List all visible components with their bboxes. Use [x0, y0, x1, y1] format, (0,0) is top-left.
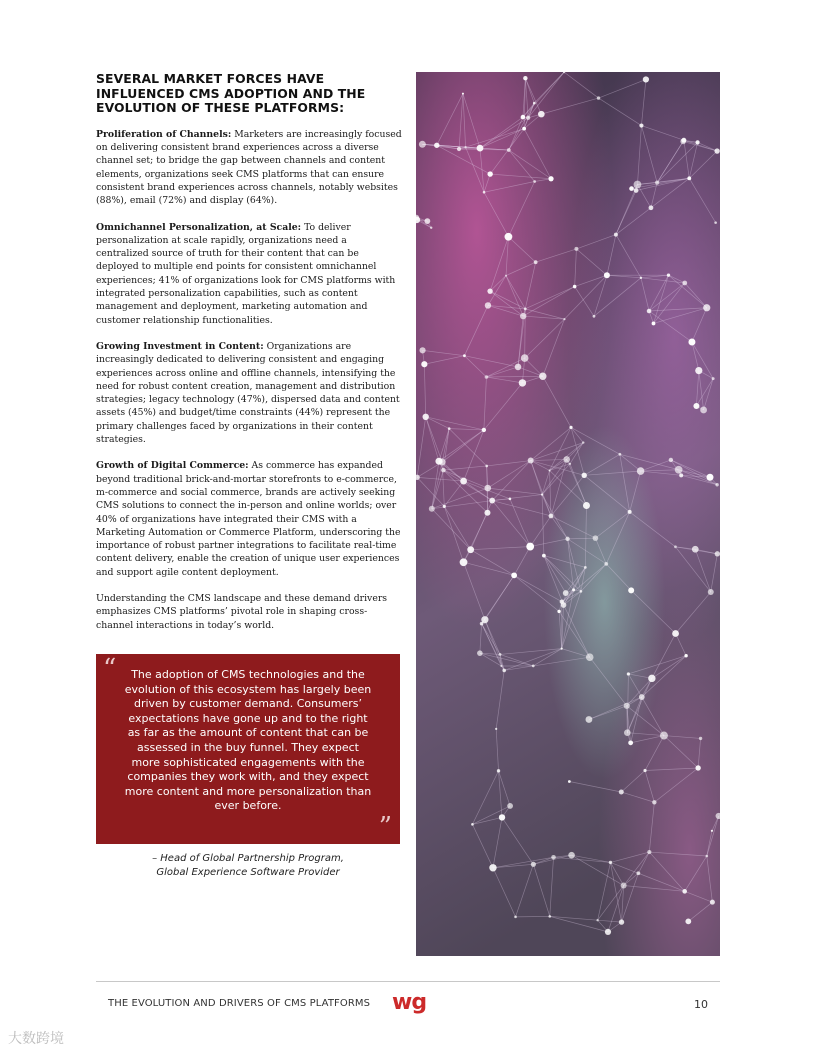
network-node — [487, 288, 492, 293]
page-number: 10 — [694, 998, 708, 1011]
network-node — [675, 466, 683, 474]
network-node — [484, 510, 490, 516]
attribution-company: Global Experience Software Provider — [156, 866, 340, 878]
network-node — [684, 654, 687, 657]
paragraph-lead: Growth of Digital Commerce: — [96, 460, 249, 472]
network-node — [628, 587, 634, 593]
closing-paragraph: Understanding the CMS landscape and these demand drivers emphasizes CMS platforms’ pivotal role in shaping cross-channel interactions in today’s world. — [96, 592, 388, 631]
network-node — [569, 463, 571, 465]
network-node — [477, 650, 483, 656]
network-node — [563, 590, 569, 596]
network-node — [640, 277, 642, 279]
network-node — [421, 361, 427, 367]
network-node — [526, 116, 530, 120]
network-node — [521, 354, 529, 362]
network-node — [542, 554, 546, 558]
network-node — [500, 665, 502, 667]
network-node — [430, 227, 432, 229]
network-node — [667, 273, 670, 276]
network-node — [669, 458, 673, 462]
network-node — [485, 302, 491, 308]
footer-title: THE EVOLUTION AND DRIVERS OF CMS PLATFORMS — [108, 998, 371, 1009]
network-node — [643, 769, 646, 772]
network-node — [489, 498, 495, 504]
network-node — [439, 459, 446, 466]
network-node — [714, 148, 719, 153]
network-node — [572, 588, 575, 591]
quote-attribution — [96, 852, 400, 879]
network-node — [485, 465, 488, 468]
section-heading: SEVERAL MARKET FORCES HAVE INFLUENCED CMS ADOPTION AND THE EVOLUTION OF THESE PLATFORMS: — [96, 71, 366, 116]
attribution-role: – Head of Global Partnership Program, — [152, 853, 344, 864]
network-node — [563, 456, 570, 463]
network-node — [593, 535, 599, 541]
network-node — [499, 814, 505, 820]
network-node — [621, 883, 627, 889]
network-node — [505, 275, 507, 277]
paragraph-lead: Omnichannel Personalization, at Scale: — [96, 221, 302, 233]
network-node — [568, 780, 571, 783]
network-node — [582, 473, 587, 478]
network-node — [531, 862, 536, 867]
network-node — [693, 403, 699, 409]
network-node — [681, 138, 686, 143]
network-node — [706, 474, 713, 481]
network-node — [520, 313, 526, 319]
network-node — [715, 551, 720, 556]
network-node — [419, 347, 425, 353]
network-node — [580, 590, 583, 593]
network-node — [636, 871, 640, 875]
footer-divider — [96, 981, 720, 982]
network-node — [614, 233, 618, 237]
network-node — [619, 919, 624, 924]
network-node — [561, 648, 563, 650]
network-node — [569, 426, 572, 429]
network-node — [703, 304, 710, 311]
network-node — [652, 800, 656, 804]
network-node — [511, 572, 517, 578]
network-node — [618, 453, 621, 456]
network-node — [495, 728, 497, 730]
network-node — [551, 855, 556, 860]
network-node — [708, 589, 714, 595]
network-node — [682, 889, 687, 894]
network-node — [532, 665, 535, 668]
network-node — [507, 148, 511, 152]
network-node — [624, 729, 631, 736]
network-node — [548, 176, 553, 181]
network-node — [628, 740, 633, 745]
network-node — [483, 191, 486, 194]
network-node — [627, 672, 630, 675]
network-node — [583, 502, 590, 509]
pull-quote-box — [96, 654, 400, 844]
network-node — [502, 669, 506, 673]
network-node — [429, 506, 435, 512]
pull-quote-text: The adoption of CMS technologies and the evolution of this ecosystem has largely been driven by customer demand. Consumers’ expectations have gone up and to the right as far as the amount of content that can be assessed in the buy funnel. They expect more sophisticated engagements with the companies they work with, and they expect more content and more personalization than ever before. — [124, 668, 372, 813]
network-node — [586, 716, 593, 723]
network-node — [499, 653, 502, 656]
network-node — [533, 180, 536, 183]
network-node — [485, 375, 489, 379]
network-node — [679, 473, 683, 477]
network-node — [597, 96, 600, 99]
network-node — [507, 803, 513, 809]
network-node — [634, 181, 642, 189]
network-node — [628, 510, 632, 514]
network-node — [605, 929, 611, 935]
network-node — [434, 143, 439, 148]
network-node — [711, 830, 713, 832]
network-node — [649, 205, 654, 210]
network-node — [609, 861, 612, 864]
network-node — [695, 140, 699, 144]
network-node — [647, 309, 652, 314]
network-node — [515, 364, 522, 371]
network-node — [463, 354, 466, 357]
paragraph-channels — [96, 128, 402, 208]
network-node — [648, 675, 655, 682]
network-node — [672, 630, 679, 637]
network-node — [549, 469, 551, 471]
network-node — [484, 485, 491, 492]
paragraph-lead: Growing Investment in Content: — [96, 340, 264, 352]
network-node — [528, 458, 534, 464]
network-node — [534, 260, 538, 264]
network-node — [699, 737, 702, 740]
network-node — [604, 272, 610, 278]
network-node — [712, 377, 715, 380]
network-node — [643, 76, 649, 82]
network-node — [533, 102, 536, 105]
network-node — [715, 483, 718, 486]
network-node — [560, 599, 564, 603]
close-quote-icon: ” — [378, 812, 392, 842]
network-node — [541, 493, 543, 495]
network-node — [509, 498, 512, 501]
paragraph-personalization — [96, 221, 402, 327]
wg-logo: wg — [392, 990, 427, 1015]
network-node — [462, 93, 464, 95]
network-node — [565, 537, 569, 541]
network-node — [688, 338, 695, 345]
network-node — [647, 850, 651, 854]
network-node — [524, 307, 527, 310]
open-quote-icon: “ — [103, 654, 117, 684]
network-node — [573, 285, 577, 289]
network-node — [519, 379, 526, 386]
network-node — [514, 916, 517, 919]
network-node — [548, 915, 551, 918]
network-node — [526, 543, 534, 551]
paragraph-body: To deliver personalization at scale rapidly, organizations need a centralized source of truth for their content that can be deployed to multiple end points for consistent omnichannel experiences; 41% of organizations look for CMS platforms with integrated personalization capabilities, such as content management and deployment, marketing automation and customer relationship functionalities. — [96, 221, 396, 326]
network-node — [441, 468, 446, 473]
network-node — [487, 171, 492, 176]
network-node — [477, 145, 484, 152]
network-node — [652, 322, 656, 326]
network-node — [424, 218, 430, 224]
network-image — [416, 72, 720, 956]
network-node — [467, 546, 474, 553]
network-node — [629, 186, 634, 191]
network-node — [685, 918, 691, 924]
network-node — [596, 919, 598, 921]
network-node — [695, 765, 700, 770]
network-node — [482, 428, 486, 432]
network-node — [639, 123, 643, 127]
network-node — [634, 188, 639, 193]
network-node — [521, 115, 526, 120]
network-node — [464, 146, 466, 148]
network-node — [549, 514, 554, 519]
network-node — [538, 111, 545, 118]
network-node — [419, 141, 426, 148]
network-node — [619, 789, 624, 794]
network-node — [539, 373, 546, 380]
network-node — [557, 610, 560, 613]
network-node — [710, 900, 715, 905]
paragraph-lead: Proliferation of Channels: — [96, 128, 232, 140]
network-node — [457, 147, 461, 151]
network-node — [460, 478, 467, 485]
network-node — [624, 703, 630, 709]
network-node — [655, 180, 659, 184]
network-node — [637, 467, 645, 475]
network-node — [687, 176, 691, 180]
network-node — [460, 558, 468, 566]
network-node — [604, 562, 608, 566]
paragraph-body: Marketers are increasingly focused on delivering consistent brand experiences across a diverse channel set; to bridge the gap between channels and content elements, organizations seek CMS platforms that can ensure consistent brand experiences across channels, notably websites (88%), email (72%) and display (64%). — [96, 128, 402, 207]
network-node — [593, 315, 596, 318]
network-node — [563, 318, 565, 320]
network-node — [700, 407, 707, 414]
network-node — [692, 546, 699, 553]
network-node — [582, 441, 584, 443]
network-node — [674, 545, 677, 548]
network-node — [423, 414, 429, 420]
watermark: 大数跨境 — [8, 1031, 64, 1047]
network-node — [682, 281, 687, 286]
plexus-network-icon — [416, 72, 720, 956]
network-node — [639, 694, 645, 700]
network-node — [705, 855, 708, 858]
network-node — [714, 221, 717, 224]
main-text-column — [96, 72, 402, 645]
paragraph-content — [96, 340, 402, 446]
network-node — [448, 427, 451, 430]
network-node — [586, 653, 594, 661]
network-node — [505, 233, 513, 241]
paragraph-body: As commerce has expanded beyond traditional brick-and-mortar storefronts to e-commerce, m-commerce and social commerce, brands are actively seeking CMS solutions to connect the in-person and online worlds; over 40% of organizations have integrated their CMS with a Marketing Automation or Commerce Platform, underscoring the importance of robust partner integrations to facilitate real-time content delivery, enable the creation of unique user experiences and support agile content deployment. — [96, 460, 401, 578]
paragraph-body: Organizations are increasingly dedicated to delivering consistent and engaging experiences across online and offline channels, intensifying the need for robust content creation, management and distribution strategies; legacy technology (47%), dispersed data and content assets (45%) and budget/time constraints (44%) represent the primary challenges faced by organizations in their content strategies. — [96, 340, 400, 446]
network-node — [522, 127, 526, 131]
network-node — [443, 505, 446, 508]
network-node — [574, 247, 578, 251]
network-node — [660, 732, 668, 740]
network-node — [471, 823, 474, 826]
network-node — [481, 616, 488, 623]
network-node — [523, 76, 527, 80]
network-node — [568, 852, 575, 859]
network-node — [489, 864, 496, 871]
network-node — [584, 566, 587, 569]
paragraph-commerce — [96, 459, 402, 579]
network-node — [695, 367, 702, 374]
network-node — [497, 769, 500, 772]
